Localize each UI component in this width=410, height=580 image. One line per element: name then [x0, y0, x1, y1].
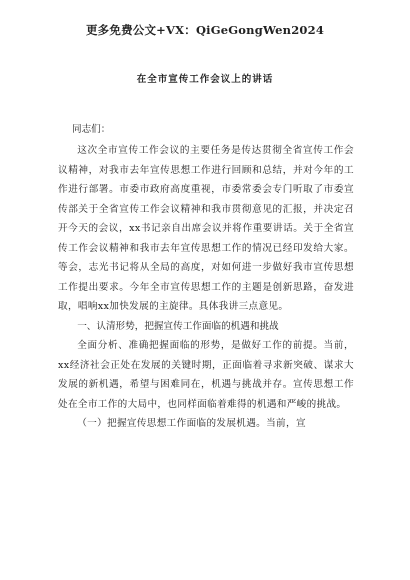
body-paragraph: 这次全市宣传工作会议的主要任务是传达贯彻全省宣传工作会议精神，对我市去年宣传思想工作进行回顾和总结，并对今年的工作进行部署。市委市政府高度重视，市委常委会专门听取了市委宣传部关于全省宣传工作会议精神和我市贯彻意见的汇报，并决定召开今天的会议，xx书记亲自出席会议并将作重要讲话。关于全省宣传工作会议精神和我市去年宣传思想工作的情况已经印发给大家。等会，志光书记将从全局的高度，对如何进一步做好我市宣传思想工作提出要求。今年全市宣传思想工作的主题是创新思路，奋发进取，唱响xx加快发展的主旋律。具体我讲三点意见。 — [58, 145, 354, 312]
promo-banner: 更多免费公文+VX：QiGeGongWen2024 — [85, 23, 325, 37]
section-paragraph: 全面分析、准确把握面临的形势，是做好工作的前提。当前，xx经济社会正处在发展的关键时期，正面临着寻求新突破、谋求大发展的新机遇，希望与困难同在，机遇与挑战并存。宣传思想工作处在全市工作的大局中，也同样面临着难得的机遇和严峻的挑战。 — [58, 340, 354, 410]
subsection-paragraph: （一）把握宣传思想工作面临的发展机遇。当前，宣 — [77, 418, 306, 429]
salutation: 同志们： — [72, 124, 111, 135]
document-title: 在全市宣传工作会议上的讲话 — [136, 74, 274, 85]
document-body — [58, 121, 354, 434]
section-heading: 一、认清形势，把握宣传工作面临的机遇和挑战 — [77, 320, 279, 332]
